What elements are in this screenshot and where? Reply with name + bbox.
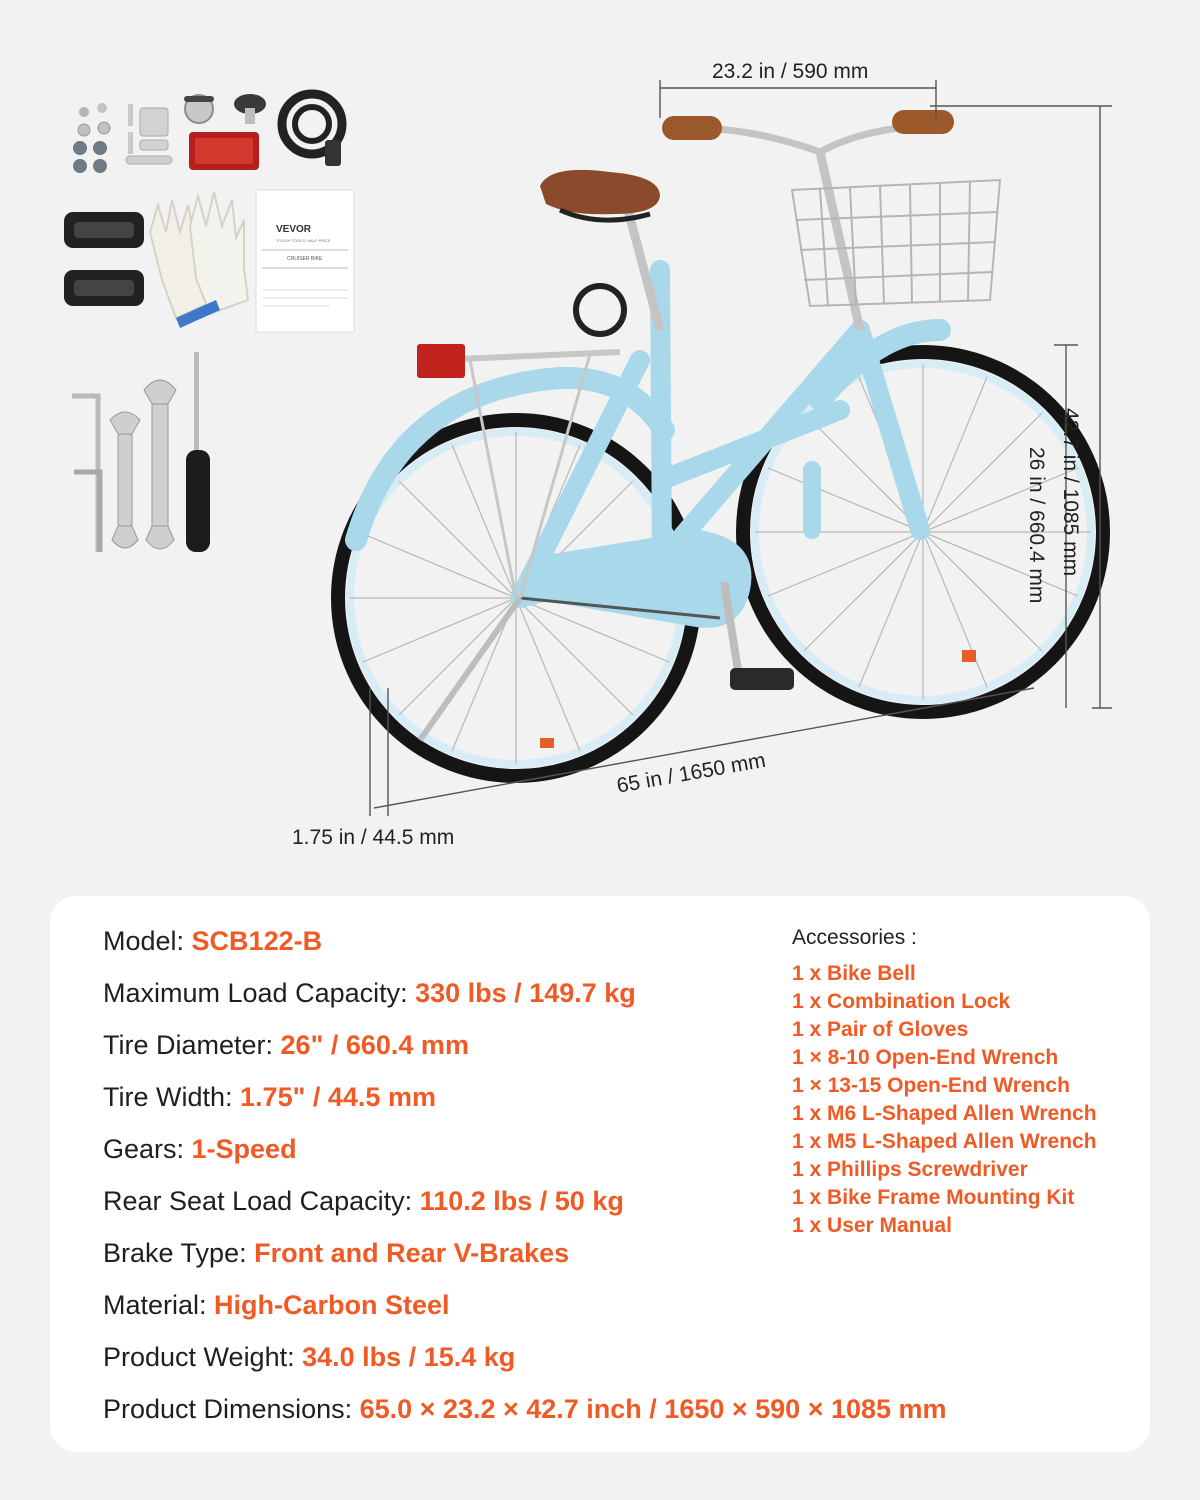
accessory-item: 1 x Bike Frame Mounting Kit: [792, 1186, 1075, 1209]
spec-row-weight: [103, 1342, 515, 1373]
accessory-item: 1 × 8-10 Open-End Wrench: [792, 1046, 1059, 1069]
allen-wrench-icon: [72, 396, 100, 552]
spec-row-model: [103, 926, 322, 957]
manual-brand: VEVOR: [276, 224, 312, 235]
spec-label: Gears:: [103, 1134, 192, 1164]
spec-label: Brake Type:: [103, 1238, 255, 1268]
spec-label: Product Dimensions:: [103, 1394, 360, 1424]
height-dimension-label: 42.7 in / 1085 mm: [1059, 408, 1082, 577]
accessory-item: 1 x M6 L-Shaped Allen Wrench: [792, 1102, 1097, 1125]
spec-label: Tire Diameter:: [103, 1030, 281, 1060]
spec-card: [50, 896, 1150, 1452]
reflector-icon: [189, 132, 259, 170]
spec-row-gears: [103, 1134, 297, 1165]
manual-tagline: TOUGH TOOLS, HALF PRICE: [276, 238, 331, 243]
accessory-item: 1 x Bike Bell: [792, 962, 916, 985]
tire-width-dimension-label: 1.75 in / 44.5 mm: [292, 826, 455, 849]
pedals-icon: [64, 212, 144, 306]
spec-label: Product Weight:: [103, 1342, 303, 1372]
length-dimension-label: 65 in / 1650 mm: [615, 748, 768, 798]
mounting-kit-icon: [73, 103, 172, 173]
spec-value: 1.75" / 44.5 mm: [240, 1082, 436, 1112]
spec-label: Maximum Load Capacity:: [103, 978, 416, 1008]
spec-row-tire-diameter: [103, 1030, 469, 1061]
accessory-item: 1 x Phillips Screwdriver: [792, 1158, 1028, 1181]
spec-row-material: [103, 1290, 450, 1321]
combination-lock-icon: [282, 94, 342, 166]
spec-label: Material:: [103, 1290, 215, 1320]
gloves-icon: [150, 192, 248, 328]
spec-row-dimensions: [103, 1394, 947, 1425]
spec-row-max-load: [103, 978, 636, 1009]
accessory-item: 1 x M5 L-Shaped Allen Wrench: [792, 1130, 1097, 1153]
accessories-title: Accessories :: [792, 926, 917, 949]
spec-value: 26" / 660.4 mm: [280, 1030, 469, 1060]
width-dimension-label: 23.2 in / 590 mm: [712, 60, 869, 83]
spec-value: 330 lbs / 149.7 kg: [415, 978, 636, 1008]
spec-value: High-Carbon Steel: [214, 1290, 450, 1320]
accessory-item: 1 × 13-15 Open-End Wrench: [792, 1074, 1070, 1097]
spec-value: 110.2 lbs / 50 kg: [419, 1186, 624, 1216]
spec-label: Model:: [103, 926, 192, 956]
spec-row-brake-type: [103, 1238, 569, 1269]
spec-value: Front and Rear V-Brakes: [254, 1238, 570, 1268]
bike-bell-icon: [184, 94, 266, 124]
open-end-wrench-icon: [110, 380, 176, 549]
spec-row-tire-width: [103, 1082, 436, 1113]
accessory-item: 1 x User Manual: [792, 1214, 952, 1237]
bicycle-illustration: [338, 110, 1103, 776]
accessory-item: 1 x Combination Lock: [792, 990, 1011, 1013]
spec-value: 1-Speed: [191, 1134, 297, 1164]
spec-value: 65.0 × 23.2 × 42.7 inch / 1650 × 590 × 1085 mm: [359, 1394, 947, 1424]
spec-value: 34.0 lbs / 15.4 kg: [302, 1342, 516, 1372]
accessory-item: 1 x Pair of Gloves: [792, 1018, 969, 1041]
manual-title: CRUISER BIKE: [287, 256, 323, 262]
user-manual-icon: [256, 190, 354, 332]
screwdriver-icon: [186, 352, 210, 552]
spec-value: SCB122-B: [191, 926, 323, 956]
spec-row-rear-seat-load: [103, 1186, 624, 1217]
wheel-dimension-label: 26 in / 660.4 mm: [1025, 447, 1048, 604]
spec-label: Tire Width:: [103, 1082, 241, 1112]
spec-label: Rear Seat Load Capacity:: [103, 1186, 420, 1216]
